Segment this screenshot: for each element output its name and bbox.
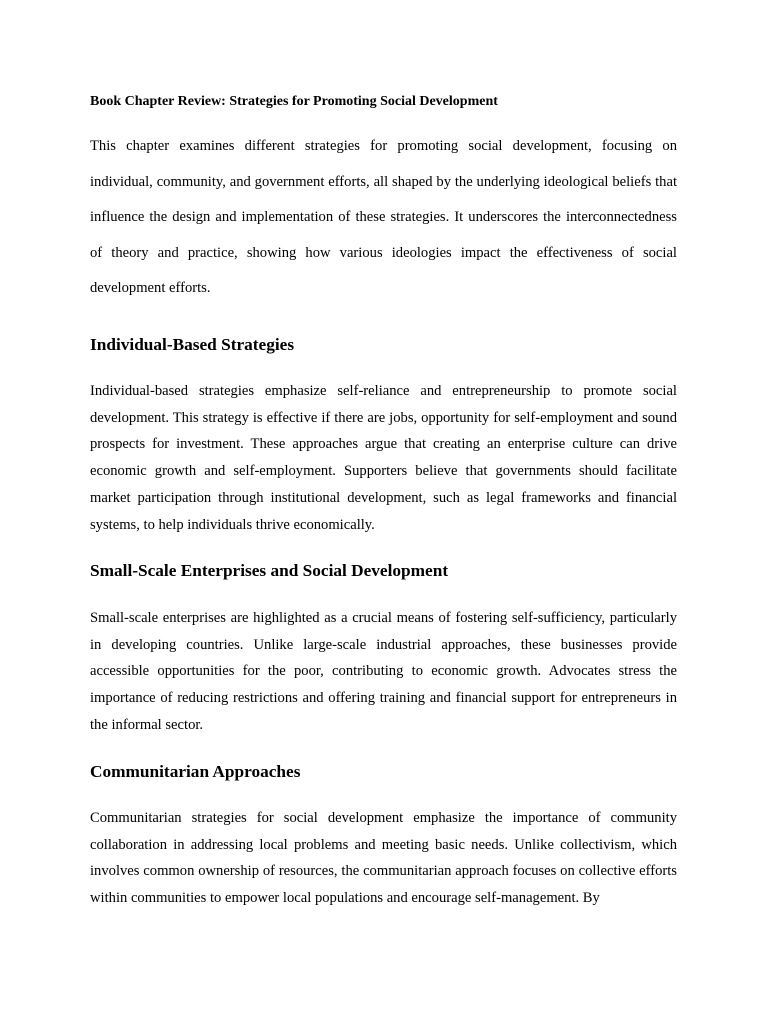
section-body-individual-based: Individual-based strategies emphasize self-reliance and entrepreneurship to promote social development. This strategy is effective if there are jobs, opportunity for self-employment and sound prospects for investment. These approaches argue that creating an enterprise culture can drive economic growth and self-employment. Supporters believe that governments should facilitate market participation through institutional development, such as legal frameworks and financial systems, to help individuals thrive economically. [90, 383, 677, 533]
section-heading-communitarian: Communitarian Approaches [90, 762, 301, 781]
section-body-communitarian: Communitarian strategies for social development emphasize the importance of community collaboration in addressing local problems and meeting basic needs. Unlike collectivism, which involves common ownership of resources, the communitarian approach focuses on collective efforts within communities to empower local populations and encourage self-management. By [90, 810, 677, 907]
section-body-small-scale-enterprises: Small-scale enterprises are highlighted as a crucial means of fostering self-sufficiency, particularly in developing countries. Unlike large-scale industrial approaches, these businesses provide accessible opportunities for the poor, contributing to economic growth. Advocates stress the importance of reducing restrictions and offering training and financial support for entrepreneurs in the informal sector. [90, 610, 677, 733]
section-heading-individual-based: Individual-Based Strategies [90, 335, 295, 354]
section-heading-small-scale-enterprises: Small-Scale Enterprises and Social Development [90, 561, 449, 580]
intro-paragraph: This chapter examines different strategies for promoting social development, focusing on individual, community, and government efforts, all shaped by the underlying ideological beliefs that influence the design and implementation of these strategies. It underscores the interconnectedness of theory and practice, showing how various ideologies impact the effectiveness of social development efforts. [90, 138, 677, 297]
document-title: Book Chapter Review: Strategies for Promoting Social Development [90, 94, 498, 109]
